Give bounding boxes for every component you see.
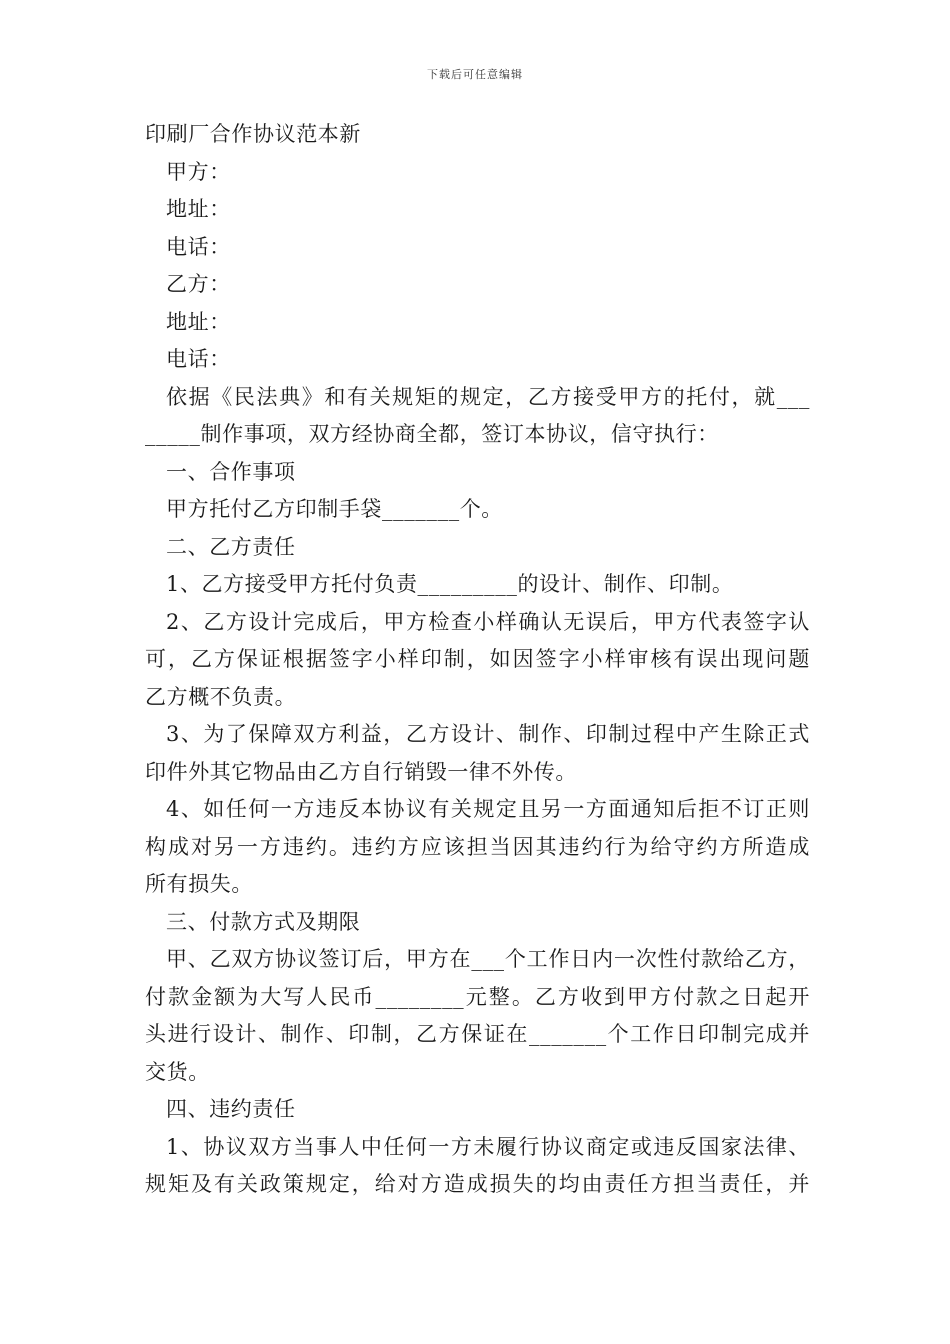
party-a-phone: 电话：: [166, 234, 231, 259]
section-2-item-2-line-3: 乙方概不负责。: [145, 684, 297, 709]
intro-line-2: _____制作事项，双方经协商全都，签订本协议，信守执行：: [145, 422, 719, 446]
section-2-item-3-line-2: 印件外其它物品由乙方自行销毁一律不外传。: [145, 759, 577, 784]
header-note: 下载后可任意编辑: [427, 68, 523, 81]
section-1-line-1: 甲方托付乙方印制手袋_______个。: [166, 497, 503, 521]
party-b-address: 地址：: [166, 309, 231, 334]
section-4-heading: 四、违约责任: [166, 1097, 296, 1121]
document-title: 印刷厂合作协议范本新: [145, 122, 361, 146]
section-2-item-4-line-3: 所有损失。: [145, 872, 253, 896]
section-3-line-1: 甲、乙双方协议签订后，甲方在___个工作日内一次性付款给乙方，: [166, 947, 810, 971]
section-2-item-4-line-1: 4、如任何一方违反本协议有关规定且另一方面通知后拒不订正则: [166, 797, 810, 821]
section-4-item-1-line-1: 1、协议双方当事人中任何一方未履行协议商定或违反国家法律、: [166, 1134, 810, 1159]
section-3-line-4: 交货。: [145, 1059, 210, 1084]
section-2-item-3-line-1: 3、为了保障双方利益，乙方设计、制作、印制过程中产生除正式: [166, 722, 810, 746]
section-3-line-3: 头进行设计、制作、印制，乙方保证在_______个工作日印制完成并: [145, 1022, 810, 1046]
document-body: [145, 116, 810, 1204]
section-2-item-2-line-2: 可，乙方保证根据签字小样印制，如因签字小样审核有误出现问题: [145, 647, 810, 671]
section-3-heading: 三、付款方式及期限: [166, 909, 361, 934]
section-4-item-1-line-2: 规矩及有关政策规定，给对方造成损失的均由责任方担当责任，并: [145, 1172, 810, 1196]
section-1-heading: 一、合作事项: [166, 459, 296, 484]
section-2-heading: 二、乙方责任: [166, 534, 296, 559]
intro-line-1: 依据《民法典》和有关规矩的规定，乙方接受甲方的托付，就___: [166, 384, 810, 409]
section-2-item-2-line-1: 2、乙方设计完成后，甲方检查小样确认无误后，甲方代表签字认: [166, 609, 810, 634]
section-2-item-1: 1、乙方接受甲方托付负责_________的设计、制作、印制。: [166, 572, 734, 596]
party-b-phone: 电话：: [166, 347, 231, 371]
section-3-line-2: 付款金额为大写人民币________元整。乙方收到甲方付款之日起开: [145, 984, 810, 1009]
party-a-address: 地址：: [166, 197, 231, 221]
section-2-item-4-line-2: 构成对另一方违约。违约方应该担当因其违约行为给守约方所造成: [145, 834, 810, 859]
party-a-label: 甲方：: [166, 159, 231, 184]
party-b-label: 乙方：: [166, 272, 231, 296]
